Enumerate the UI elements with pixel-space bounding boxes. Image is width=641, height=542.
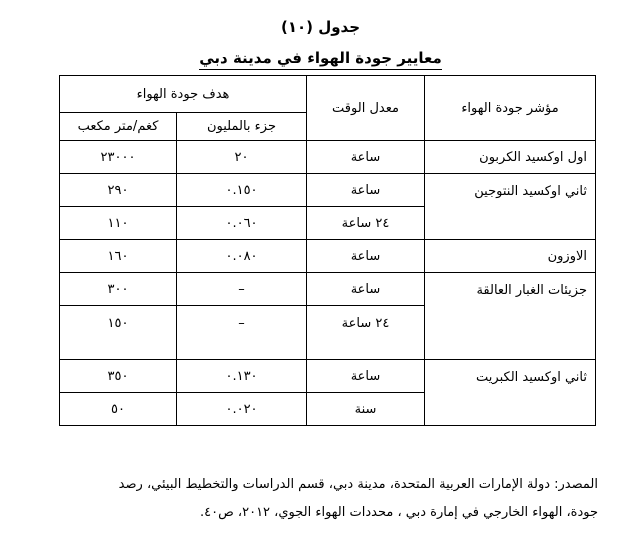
period-cell: ساعة xyxy=(307,174,425,207)
header-ppm: جزء بالمليون xyxy=(177,113,307,141)
indicator-cell: الاوزون xyxy=(425,240,596,273)
mg-cell: ١٦٠ xyxy=(60,240,177,273)
period-cell: سنة xyxy=(307,393,425,426)
ppm-cell: – xyxy=(177,273,307,306)
table-row xyxy=(60,240,596,273)
table-row xyxy=(60,141,596,174)
ppm-cell: ٠.١٣٠ xyxy=(177,360,307,393)
header-period: معدل الوقت xyxy=(307,76,425,141)
table-row xyxy=(60,360,596,393)
source-line-2: جودة، الهواء الخارجي في إمارة دبي ، محددات الهواء الجوي، ٢٠١٢، ص٤٠. xyxy=(199,505,598,520)
mg-cell: ١٥٠ xyxy=(60,306,177,360)
mg-cell: ٣٠٠ xyxy=(60,273,177,306)
header-target: هدف جودة الهواء xyxy=(60,76,307,113)
source-note xyxy=(30,471,598,527)
table-title-text: معايير جودة الهواء في مدينة دبي xyxy=(199,49,442,70)
period-cell: ساعة xyxy=(307,360,425,393)
source-line-1: المصدر: دولة الإمارات العربية المتحدة، مدينة دبي، قسم الدراسات والتخطيط البيئي، رصد xyxy=(118,477,598,492)
period-cell: ساعة xyxy=(307,273,425,306)
table-row xyxy=(60,174,596,207)
period-cell: ساعة xyxy=(307,240,425,273)
header-mg: كغم/متر مكعب xyxy=(60,113,177,141)
ppm-cell: ٢٠ xyxy=(177,141,307,174)
ppm-cell: ٠.١٥٠ xyxy=(177,174,307,207)
mg-cell: ١١٠ xyxy=(60,207,177,240)
mg-cell: ٢٩٠ xyxy=(60,174,177,207)
header-indicator: مؤشر جودة الهواء xyxy=(425,76,596,141)
mg-cell: ٣٥٠ xyxy=(60,360,177,393)
indicator-cell: اول اوكسيد الكربون xyxy=(425,141,596,174)
ppm-cell: ٠.٠٨٠ xyxy=(177,240,307,273)
mg-cell: ٥٠ xyxy=(60,393,177,426)
ppm-cell: ٠.٠٦٠ xyxy=(177,207,307,240)
period-cell: ٢٤ ساعة xyxy=(307,306,425,360)
table-row xyxy=(60,273,596,306)
indicator-cell: ثاني اوكسيد النتوجين xyxy=(425,174,596,240)
ppm-cell: ٠.٠٢٠ xyxy=(177,393,307,426)
header-row xyxy=(60,76,596,113)
period-cell: ساعة xyxy=(307,141,425,174)
indicator-cell: ثاني اوكسيد الكبريت xyxy=(425,360,596,426)
mg-cell: ٢٣٠٠٠ xyxy=(60,141,177,174)
ppm-cell: – xyxy=(177,306,307,360)
air-quality-table xyxy=(59,75,596,426)
indicator-cell: جزيئات الغبار العالقة xyxy=(425,273,596,360)
table-title xyxy=(0,49,641,67)
table-number: جدول (١٠) xyxy=(280,18,361,36)
period-cell: ٢٤ ساعة xyxy=(307,207,425,240)
